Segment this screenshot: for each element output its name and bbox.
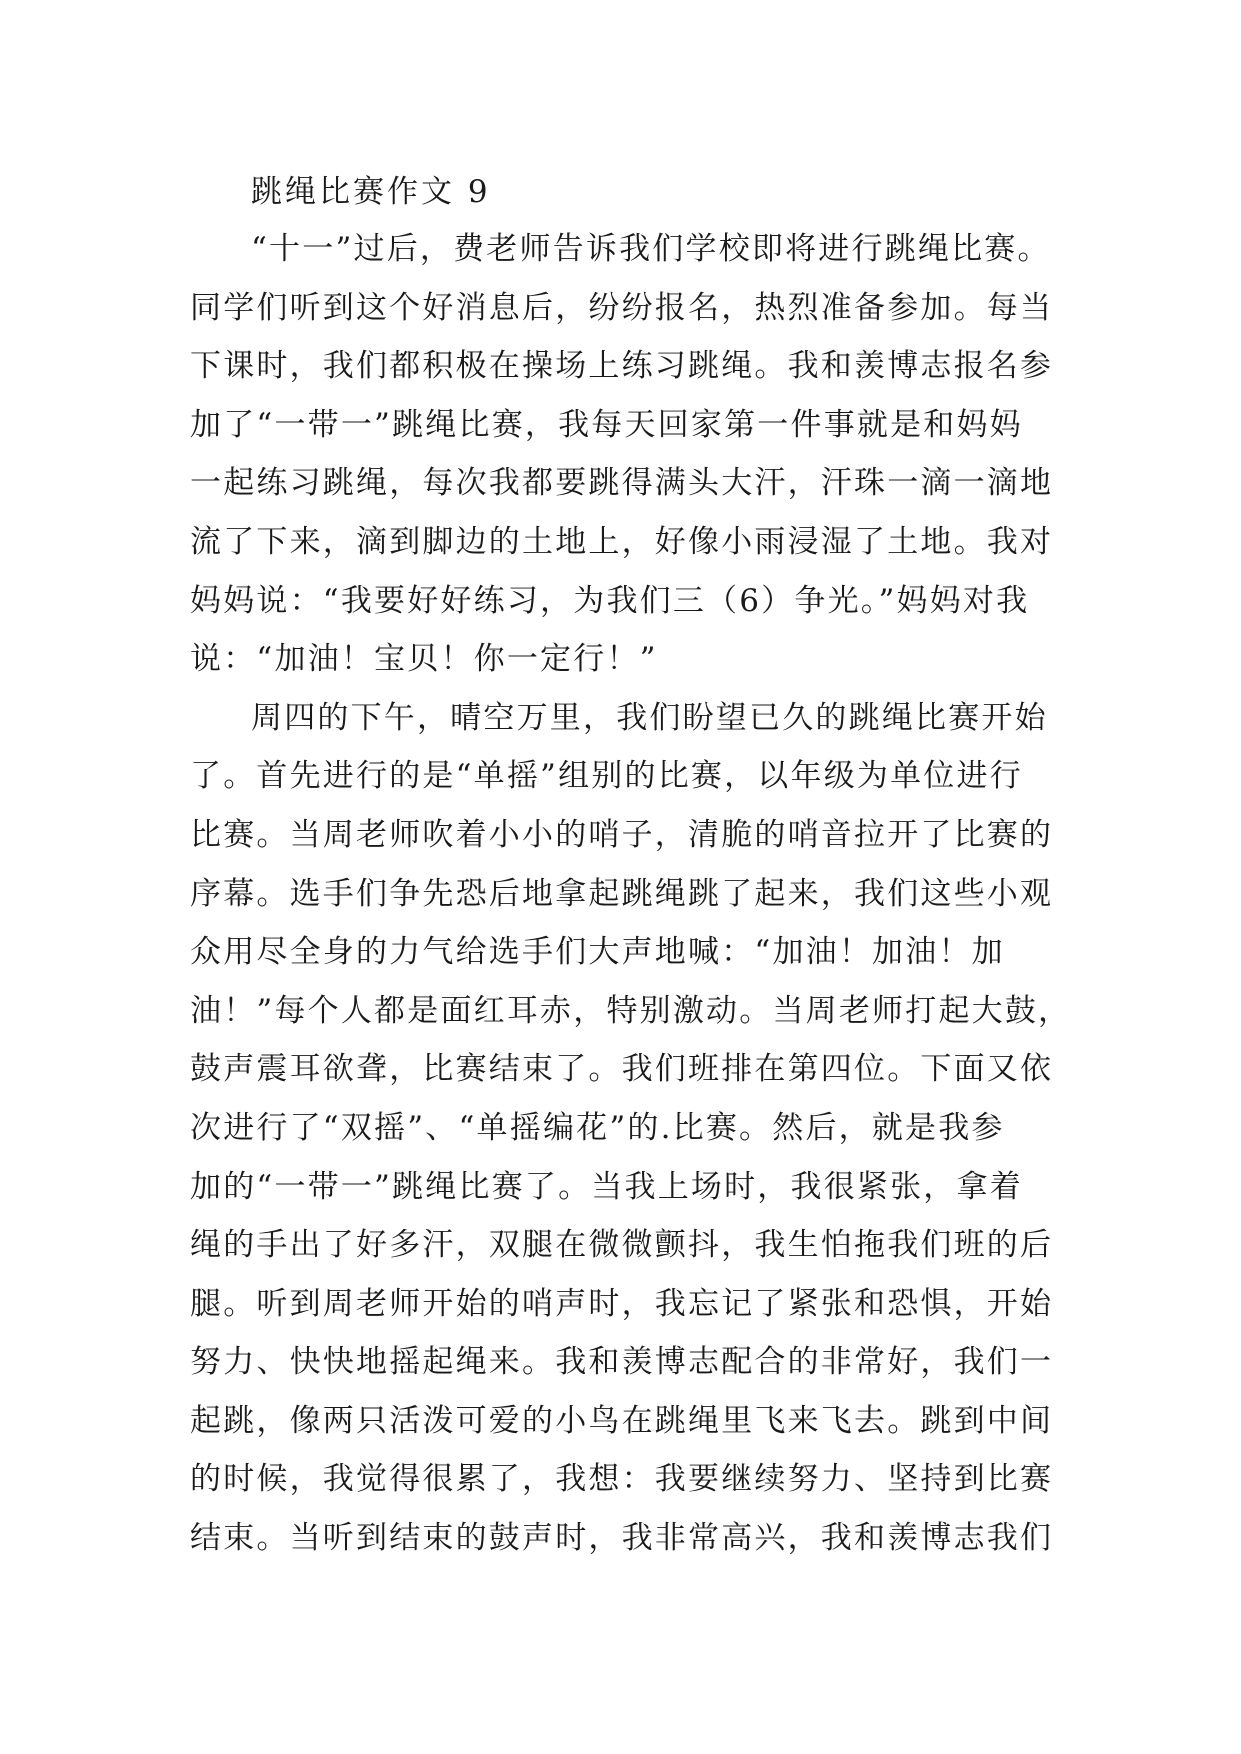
text-line: 努力、快快地摇起绳来。我和羡博志配合的非常好，我们一 — [190, 1344, 1054, 1381]
text-line: 一起练习跳绳，每次我都要跳得满头大汗，汗珠一滴一滴地 — [190, 465, 1054, 502]
document-body — [190, 220, 1070, 1568]
text-line: 结束。当听到结束的鼓声时，我非常高兴，我和羡博志我们 — [190, 1520, 1054, 1557]
text-line: 了。首先进行的是“单摇”组别的比赛，以年级为单位进行 — [190, 758, 1023, 795]
text-line: 序幕。选手们争先恐后地拿起跳绳跳了起来，我们这些小观 — [190, 875, 1054, 912]
text-line: 妈妈说：“我要好好练习，为我们三（6）争光。”妈妈对我 — [190, 582, 1030, 619]
text-line: 次进行了“双摇”、“单摇编花”的.比赛。然后，就是我参 — [190, 1109, 1005, 1146]
text-line: 起跳，像两只活泼可爱的小鸟在跳绳里飞来飞去。跳到中间 — [190, 1402, 1054, 1439]
text-line: 流了下来，滴到脚边的土地上，好像小雨浸湿了土地。我对 — [190, 523, 1054, 560]
text-line: 绳的手出了好多汗，双腿在微微颤抖，我生怕拖我们班的后 — [190, 1227, 1054, 1264]
document-title: 跳绳比赛作文 9 — [251, 174, 491, 210]
text-line: 众用尽全身的力气给选手们大声地喊：“加油！加油！加 — [190, 934, 1005, 971]
text-line: “十一”过后，费老师告诉我们学校即将进行跳绳比赛。 — [251, 231, 1051, 267]
text-line: 说：“加油！宝贝！你一定行！” — [190, 641, 658, 678]
text-line: 鼓声震耳欲聋，比赛结束了。我们班排在第四位。下面又依 — [190, 1051, 1054, 1088]
text-line: 油！”每个人都是面红耳赤，特别激动。当周老师打起大鼓， — [190, 992, 1072, 1029]
text-line: 的时候，我觉得很累了，我想：我要继续努力、坚持到比赛 — [190, 1461, 1054, 1498]
text-line: 加的“一带一”跳绳比赛了。当我上场时，我很紧张，拿着 — [190, 1168, 1023, 1205]
text-line: 下课时，我们都积极在操场上练习跳绳。我和羡博志报名参 — [190, 348, 1054, 385]
text-line: 腿。听到周老师开始的哨声时，我忘记了紧张和恐惧，开始 — [190, 1285, 1054, 1322]
text-line: 周四的下午，晴空万里，我们盼望已久的跳绳比赛开始 — [251, 699, 1048, 736]
text-line: 比赛。当周老师吹着小小的哨子，清脆的哨音拉开了比赛的 — [190, 816, 1054, 853]
text-line: 加了“一带一”跳绳比赛，我每天回家第一件事就是和妈妈 — [190, 406, 1023, 443]
text-line: 同学们听到这个好消息后，纷纷报名，热烈准备参加。每当 — [190, 289, 1054, 326]
